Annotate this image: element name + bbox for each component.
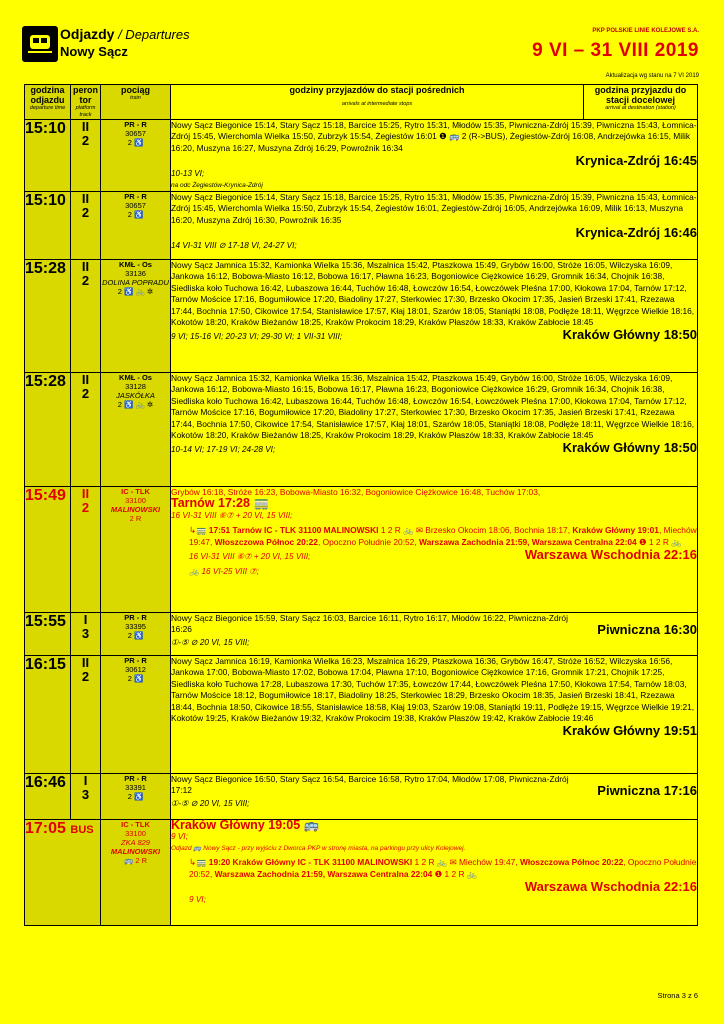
stops-list: Nowy Sącz Jamnica 15:32, Kamionka Wielka 15:36, Mszalnica 15:42, Ptaszkowa 15:49, Grybów 16:00, Stróże 16:05, Wilczyska 16:09, Jankowa 16:12, Bobowa-Miasto 16:12, Bobowa 16:17, Pławna 16:23, Bogoniowice Ciężkowice 16:29, Gromnik 16:34, Chojnik 16:38, Siedliska koło Tuchowa 16:42, Lubaszowa 16:44, Tuchów 16:48, Łowczów 16:54, Łowczówek Pleśna 17:00, Kłokowa 17:04, Tarnów 17:12, Tarnów Mościce 17:16, Bogumiłowice 17:20, Biadoliny 17:27, Sterkowiec 17:30, Brzesko Okocim 17:35, Jasień Brzeski 17:41, Rzezawa 17:44, Bochnia 17:50, Cikowice 17:54, Stanisławice 17:57, Kłaj 18:01, Szarów 18:05, Staniątki 18:08, Podłęże 18:11, Węgrzce Wielkie 18:16, Kokotów 18:20, Kraków Bieżanów 18:25, Kraków Prokocim 18:29, Kraków Płaszów 18:33, Kraków Zabłocie 18:45 (171, 260, 695, 328)
connection-date-note: 9 VI; (189, 895, 206, 905)
train-info: IC - TLK 33100 ZKA 829 MALINOWSKI 🚌 2 R (101, 820, 171, 926)
stops-list: Grybów 16:18, Stróże 16:23, Bobowa-Miasto 16:32, Bogoniowice Ciężkowice 16:48, Tuchów 17:03, (171, 487, 541, 498)
col-platform: peron tor platform track (71, 85, 101, 120)
page-number: Strona 3 z 6 (657, 991, 698, 1000)
table-row (25, 192, 698, 260)
departure-time: 15:28 (25, 373, 71, 487)
train-info: PR - R 30612 2 ♿ (101, 656, 171, 774)
train-info: PR - R 30657 2 ♿ (101, 192, 171, 260)
train-info: PR - R 33395 2 ♿ (101, 613, 171, 656)
departure-time: 16:46 (25, 774, 71, 820)
stops-cell (171, 656, 698, 774)
date-note: ①-⑤ ⊘ 20 VI, 15 VIII; (171, 637, 250, 647)
stops-cell (171, 774, 698, 820)
table-row (25, 120, 698, 192)
departure-time: 15:10 (25, 192, 71, 260)
col-stops: godziny przyjazdów do stacji pośrednich arrivals at intermediate stops (171, 85, 584, 120)
stops-cell (171, 487, 698, 613)
destination: Kraków Główny 18:50 (562, 327, 697, 343)
stops-list: Nowy Sącz Biegonice 15:14, Stary Sącz 15:18, Barcice 15:25, Rytro 15:31, Młodów 15:35, Piwniczna-Zdrój 15:39, Piwniczna 15:43, Łomnica-Zdrój 15:45, Wierchomla Wielka 15:50, Zubrzyk 15:54, Żegiestów 16:01, Żegiestów-Zdrój 16:05, Andrzejówka 16:09, Milik 16:13, Muszyna 16:20, Muszyna Zdrój 16:30, Powroźnik 16:35 (171, 192, 697, 225)
platform: II 2 (71, 487, 101, 613)
stops-list: Nowy Sącz Biegonice 16:50, Stary Sącz 16:54, Barcice 16:58, Rytro 17:04, Młodów 17:08, Piwniczna-Zdrój 17:12 (171, 774, 569, 796)
train-info: PR - R 33391 2 ♿ (101, 774, 171, 820)
col-time: godzina odjazdu departure time (25, 85, 71, 120)
destination: Warszawa Wschodnia 22:16 (524, 879, 697, 895)
table-row (25, 774, 698, 820)
page-header (0, 0, 724, 86)
departure-time: 15:55 (25, 613, 71, 656)
connection-block: ↳🚃 19:20 Kraków Główny IC - TLK 31100 MALINOWSKI 1 2 R 🚲 ✉ Miechów 19:47, Włoszczowa Północ 20:22, Opoczno Południe 20:52, Warszawa Zachodnia 21:59, Warszawa Centralna 22:04 ❶ 1 2 R 🚲 Warszawa Wschodnia 22:16 9 VI; (189, 857, 697, 905)
destination: Piwniczna 16:30 (597, 621, 697, 637)
date-note: 10-13 VI; (171, 169, 205, 179)
train-info: PR - R 30657 2 ♿ (101, 120, 171, 192)
stops-cell (171, 120, 698, 192)
train-logo-icon (22, 26, 58, 62)
train-icon: 🚃 (253, 496, 270, 511)
platform: II 2 (71, 656, 101, 774)
connection-date-note: 16 VI-31 VIII ⑥⑦ + 20 VI, 15 VIII; (189, 552, 311, 562)
bus-note: na odc Żegiestów-Krynica-Zdrój (171, 181, 263, 189)
stops-cell (171, 820, 698, 926)
table-row (25, 373, 698, 487)
bus-icon: 🚌 (303, 818, 320, 833)
platform: II 2 (71, 120, 101, 192)
destination: Kraków Główny 18:50 (562, 440, 697, 456)
destination: Piwniczna 17:16 (597, 782, 697, 798)
stops-cell (171, 613, 698, 656)
page-title: Odjazdy / Departures (60, 26, 190, 42)
date-note: 9 VI; (171, 832, 188, 842)
destination: Krynica-Zdrój 16:46 (575, 225, 697, 241)
date-note: 14 VI-31 VIII ⊘ 17-18 VI, 24-27 VI; (171, 241, 297, 251)
col-train: pociąg train (101, 85, 171, 120)
departures-table (24, 84, 698, 926)
train-info: KMŁ - Os 33128 JASKÓŁKA 2 ♿ 🚲 ✲ (101, 373, 171, 487)
destination: Warszawa Wschodnia 22:16 (524, 547, 697, 563)
col-dest: godzina przyjazdu do stacji docelowej arrival at destination (station) (584, 85, 698, 120)
platform: II 2 (71, 260, 101, 373)
connection-arrow-icon: ↳🚃 (189, 857, 209, 868)
validity-period: 9 VI – 31 VIII 2019 (532, 40, 699, 61)
bike-note: 🚲 16 VI-25 VIII ⑦; (189, 567, 259, 577)
table-row (25, 656, 698, 774)
destination: Krynica-Zdrój 16:45 (575, 153, 697, 169)
table-row-tlk (25, 487, 698, 613)
stops-list: Nowy Sącz Jamnica 15:32, Kamionka Wielka 15:36, Mszalnica 15:42, Ptaszkowa 15:49, Grybów 16:00, Stróże 16:05, Wilczyska 16:09, Jankowa 16:12, Bobowa-Miasto 16:15, Bobowa 16:17, Pławna 16:23, Bogoniowice Ciężkowice 16:29, Gromnik 16:34, Chojnik 16:38, Siedliska koło Tuchowa 16:42, Lubaszowa 16:44, Tuchów 16:48, Łowczów 16:54, Łowczówek Pleśna 17:00, Kłokowa 17:04, Tarnów 17:12, Tarnów Mościce 17:16, Bogumiłowice 17:20, Biadoliny 17:27, Sterkowiec 17:30, Brzesko Okocim 17:35, Jasień Brzeski 17:41, Rzezawa 17:44, Bochnia 17:50, Cikowice 17:54, Stanisławice 17:57, Kłaj 18:01, Szarów 18:05, Staniątki 18:08, Podłęże 18:11, Węgrzce Wielkie 18:16, Kokotów 18:20, Kraków Bieżanów 18:25, Kraków Prokocim 18:29, Kraków Płaszów 18:33, Kraków Zabłocie 18:45 (171, 373, 695, 441)
date-note: ①-⑤ ⊘ 20 VI, 15 VIII; (171, 798, 250, 808)
connection-arrow-icon: ↳🚃 (189, 525, 209, 536)
date-note: 10-14 VI; 17-19 VI; 24-28 VI; (171, 445, 276, 455)
table-row (25, 613, 698, 656)
stops-cell (171, 260, 698, 373)
table-row (25, 260, 698, 373)
table-row-bus (25, 820, 698, 926)
bus-stop-note: Odjazd 🚌 Nowy Sącz - przy wyjściu z Dworca PKP w stronę miasta, na parkingu przy ulicy Kolejowej. (171, 844, 466, 852)
platform: II 2 (71, 373, 101, 487)
stops-cell (171, 192, 698, 260)
stops-list: Nowy Sącz Biegonice 15:14, Stary Sącz 15:18, Barcice 15:25, Rytro 15:31, Młodów 15:35, Piwniczna-Zdrój 15:39, Piwniczna 15:43, Łomnica-Zdrój 15:45, Wierchomla Wielka 15:50, Zubrzyk 15:54, Żegiestów 16:01 ❶ 🚌 2 (R->BUS), Żegiestów-Zdrój 16:08, Andrzejówka 16:15, Milik 16:20, Muszyna 16:27, Muszyna Zdrój 16:29, Powroźnik 16:34 (171, 120, 697, 153)
stops-list: Nowy Sącz Jamnica 16:19, Kamionka Wielka 16:23, Mszalnica 16:29, Ptaszkowa 16:36, Grybów 16:47, Stróże 16:52, Wilczyska 16:56, Jankowa 17:00, Bobowa-Miasto 17:02, Bobowa 17:04, Pławna 17:10, Bogoniowice Ciężkowice 17:16, Gromnik 17:21, Chojnik 17:25, Siedliska koło Tuchowa 17:28, Lubaszowa 17:30, Tuchów 17:35, Łowczów 17:44, Łowczówek Pleśna 17:50, Kłokowa 17:54, Tarnów 18:03, Tarnów Mościce 18:12, Bogumiłowice 18:17, Biadoliny 18:25, Sterkowiec 18:29, Brzesko Okocim 18:35, Jasień Brzeski 18:41, Rzezawa 18:44, Bochnia 18:50, Cikowice 18:55, Stanisławice 18:58, Kłaj 19:03, Szarów 19:08, Staniątki 19:11, Podłęże 19:15, Węgrzce Wielkie 19:21, Kokotów 19:25, Kraków Bieżanów 19:32, Kraków Prokocim 19:38, Kraków Płaszów 19:42, Kraków Zabłocie 19:46 (171, 656, 695, 724)
tarnow-arrival: Tarnów 17:28 🚃 (171, 496, 270, 511)
table-header (25, 85, 698, 120)
connection-block: ↳🚃 17:51 Tarnów IC - TLK 31100 MALINOWSKI 1 2 R 🚲 ✉ Brzesko Okocim 18:06, Bochnia 18:17, Kraków Główny 19:01, Miechów 19:47, Włoszczowa Północ 20:22, Opoczno Południe 20:52, Warszawa Zachodnia 21:59, Warszawa Centralna 22:04 ❶ 1 2 R 🚲 16 VI-31 VIII ⑥⑦ + 20 VI, 15 VIII; Warszawa Wschodnia 22:16 🚲 16 VI-25 VIII ⑦; (189, 525, 697, 577)
krakow-arrival: Kraków Główny 19:05 🚌 (171, 818, 320, 833)
stops-cell (171, 373, 698, 487)
departure-time: 15:49 (25, 487, 71, 613)
train-info: KMŁ - Os 33136 DOLINA POPRADU 2 ♿ 🚲 ✲ (101, 260, 171, 373)
date-note: 9 VI; 15-16 VI; 20-23 VI; 29-30 VI; 1 VII-31 VIII; (171, 332, 343, 342)
platform: I 3 (71, 613, 101, 656)
train-info: IC - TLK 33100 MALINOWSKI 2 R (101, 487, 171, 613)
stops-list: Nowy Sącz Biegonice 15:59, Stary Sącz 16:03, Barcice 16:11, Rytro 16:17, Młodów 16:22, Piwniczna-Zdrój 16:26 (171, 613, 568, 635)
departure-time: 16:15 (25, 656, 71, 774)
platform: I 3 (71, 774, 101, 820)
date-note: 16 VI-31 VIII ⑥⑦ + 20 VI, 15 VIII; (171, 510, 293, 520)
departure-time: 15:28 (25, 260, 71, 373)
update-note: Aktualizacja wg stanu na 7 VI 2019 (605, 73, 699, 79)
departure-time: 17:05 BUS (25, 820, 101, 926)
departure-time: 15:10 (25, 120, 71, 192)
destination: Kraków Główny 19:51 (562, 723, 697, 739)
platform: II 2 (71, 192, 101, 260)
station-name: Nowy Sącz (60, 44, 128, 59)
operator-logo: PKP POLSKIE LINIE KOLEJOWE S.A. (592, 28, 699, 34)
